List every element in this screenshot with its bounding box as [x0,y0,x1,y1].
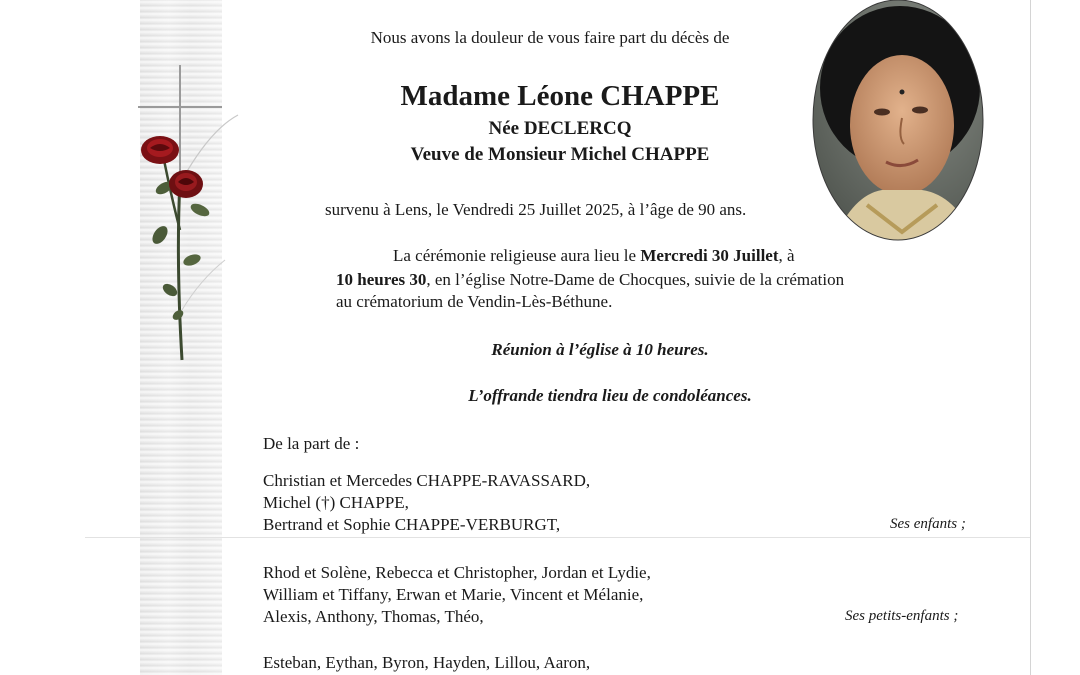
ceremony-text: , à [778,246,795,265]
portrait-photo [812,0,986,244]
intro-text: Nous avons la douleur de vous faire part du décès de [370,28,730,47]
ceremony-line-2 [336,270,844,290]
family-line: Rhod et Solène, Rebecca et Christopher, Jordan et Lydie, [263,563,651,582]
family-role: Ses petits-enfants ; [845,608,959,624]
family-line: William et Tiffany, Erwan et Marie, Vincent et Mélanie, [263,585,644,604]
offering-note: L’offrande tiendra lieu de condoléances. [468,386,752,405]
deceased-name: Madame Léone CHAPPE [400,80,720,112]
family-role: Ses enfants ; [890,516,966,532]
cross-and-roses-icon [130,60,240,370]
ceremony-date: Mercredi 30 Juillet [640,246,779,265]
family-line: Christian et Mercedes CHAPPE-RAVASSARD, [263,471,591,490]
family-line: Michel (†) CHAPPE, [263,493,409,512]
ceremony-line-1 [393,246,795,266]
death-details: survenu à Lens, le Vendredi 25 Juillet 2025, à l’âge de 90 ans. [325,200,747,219]
ceremony-text: , en l’église Notre-Dame de Chocques, suivie de la crémation [426,270,845,289]
ceremony-line-3: au crématorium de Vendin-Lès-Béthune. [336,292,613,311]
rose-bottom [169,170,203,198]
ceremony-time: 10 heures 30 [336,270,427,289]
family-line: Alexis, Anthony, Thomas, Théo, [263,607,484,626]
page-edge [1030,0,1031,675]
from-label: De la part de : [263,434,360,453]
family-line: Bertrand et Sophie CHAPPE-VERBURGT, [263,515,561,534]
fold-divider [85,537,1030,538]
widow-of: Veuve de Monsieur Michel CHAPPE [410,144,710,165]
ceremony-text: La cérémonie religieuse aura lieu le [393,246,641,265]
rose-top [141,136,179,164]
meeting-note: Réunion à l’église à 10 heures. [491,340,709,359]
maiden-name: Née DECLERCQ [488,118,632,139]
family-line: Esteban, Eythan, Byron, Hayden, Lillou, Aaron, [263,653,591,672]
